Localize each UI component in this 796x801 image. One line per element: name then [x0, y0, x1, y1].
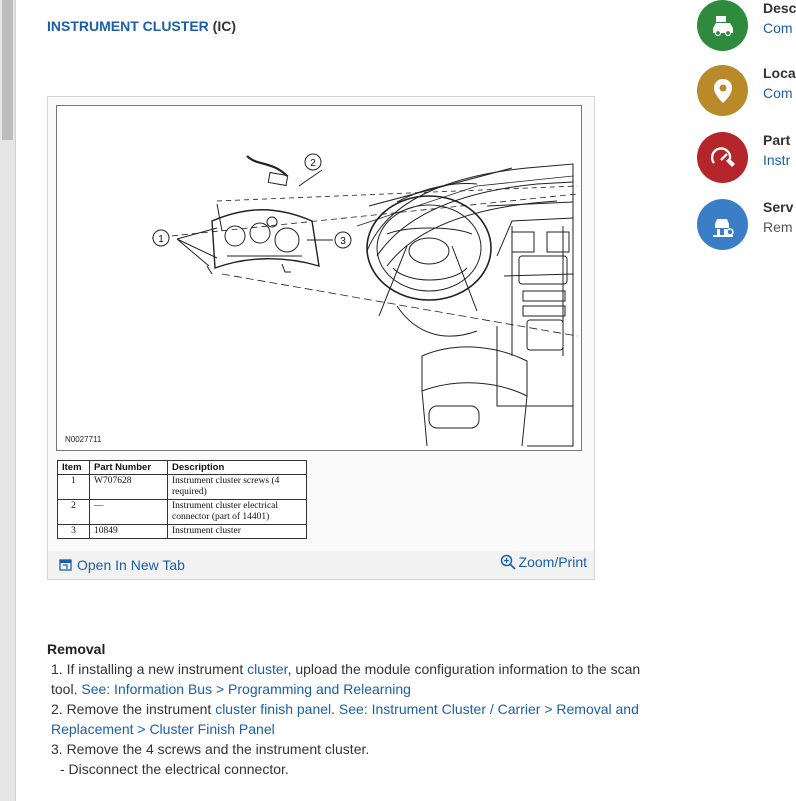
figure-actions-bar [48, 551, 594, 579]
step-text: 1. If installing a new instrument [51, 661, 248, 677]
step-text: , upload the module configuration information to the scan tool. [51, 661, 641, 697]
sidebar-item-description[interactable] [697, 0, 796, 52]
sidebar-item-label: Part [763, 132, 791, 148]
sidebar-item-part[interactable] [697, 132, 789, 184]
removal-heading: Removal [47, 641, 106, 657]
sidebar-item-location[interactable] [697, 65, 796, 117]
diagram-drawing [57, 106, 581, 450]
removal-step-1 [47, 659, 667, 699]
sidebar-item-sub[interactable]: Com [763, 85, 793, 101]
step-text: 2. Remove the instrument [51, 701, 216, 717]
cluster-finish-panel-link[interactable]: cluster finish panel [215, 701, 332, 717]
instrument-cluster-diagram [56, 105, 582, 451]
table-header-row [58, 461, 307, 475]
table-cell: W707628 [90, 475, 168, 500]
open-in-new-tab-link[interactable] [59, 557, 185, 573]
title-suffix: (IC) [208, 18, 236, 34]
table-cell: 2 [58, 500, 90, 525]
sidebar-item-label: Loca [763, 65, 796, 81]
removal-step-2 [47, 699, 667, 739]
table-row [58, 500, 307, 525]
sidebar-item-sub: Rem [763, 219, 793, 235]
vehicle-description-icon [697, 0, 748, 51]
table-cell: Instrument cluster electrical connector (part of 14401) [168, 500, 307, 525]
table-header: Description [168, 461, 307, 475]
page-title [47, 18, 236, 34]
svg-text:3: 3 [340, 236, 346, 247]
callout-2 [305, 154, 321, 170]
table-cell: 10849 [90, 525, 168, 539]
new-tab-icon [59, 559, 72, 571]
zoom-icon [500, 554, 516, 570]
svg-text:2: 2 [310, 158, 316, 169]
removal-step-3: 3. Remove the 4 screws and the instrument cluster. [51, 741, 370, 757]
table-cell: Instrument cluster [168, 525, 307, 539]
sidebar-item-label: Desc [763, 0, 796, 16]
removal-section [47, 640, 667, 779]
table-cell: — [90, 500, 168, 525]
service-lift-icon [697, 199, 748, 250]
part-gauge-icon [697, 132, 748, 183]
zoom-print-label: Zoom/Print [518, 554, 587, 570]
sidebar-item-service[interactable] [697, 199, 794, 251]
see-cluster-finish-panel-link[interactable]: See: Instrument Cluster / Carrier > Removal and Replacement > Cluster Finish Panel [51, 701, 639, 737]
sidebar-item-sub[interactable]: Com [763, 20, 793, 36]
table-row [58, 525, 307, 539]
open-in-new-tab-label: Open In New Tab [77, 557, 185, 573]
see-information-bus-link[interactable]: See: Information Bus > Programming and Relearning [81, 681, 411, 697]
table-cell: 3 [58, 525, 90, 539]
title-link[interactable]: INSTRUMENT CLUSTER [47, 18, 209, 34]
parts-table [57, 460, 307, 539]
callout-3 [335, 232, 351, 248]
table-header: Item [58, 461, 90, 475]
table-header: Part Number [90, 461, 168, 475]
sidebar-item-label: Serv [763, 199, 794, 215]
zoom-print-link[interactable] [500, 554, 587, 570]
table-cell: 1 [58, 475, 90, 500]
scrollbar-thumb[interactable] [2, 0, 13, 140]
sidebar-item-sub[interactable]: Instr [763, 152, 791, 168]
location-pin-icon [697, 65, 748, 116]
svg-text:1: 1 [158, 234, 164, 245]
removal-step-3-sub: - Disconnect the electrical connector. [60, 761, 289, 777]
step-text: . [331, 701, 339, 717]
left-scroll-gutter [0, 0, 16, 801]
callout-1 [153, 230, 169, 246]
cluster-link[interactable]: cluster [247, 661, 288, 677]
figure-id: N0027711 [65, 435, 102, 444]
table-row [58, 475, 307, 500]
table-cell: Instrument cluster screws (4 required) [168, 475, 307, 500]
right-sidebar [697, 0, 796, 801]
